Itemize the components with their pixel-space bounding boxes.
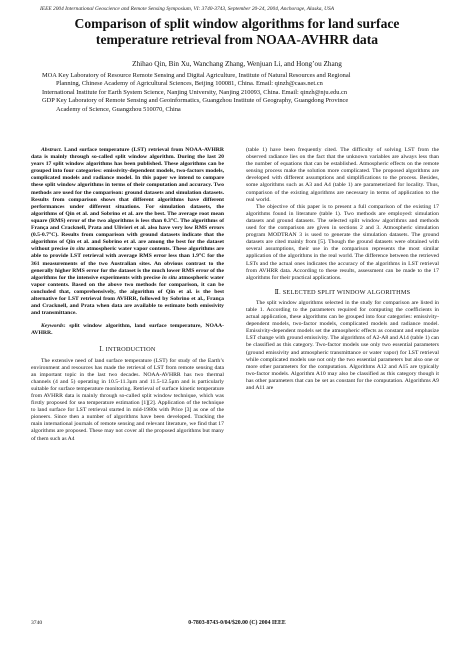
paper-title — [30, 16, 444, 48]
affiliation-block — [42, 72, 442, 114]
abstract-label: Abstract. — [41, 147, 63, 153]
paper-title-line-2: temperature retrieval from NOAA-AVHRR data — [95, 32, 379, 47]
left-column — [31, 147, 224, 443]
abstract-italic-2: in situ — [162, 274, 177, 281]
right-column — [246, 147, 439, 392]
affiliation-1 — [42, 72, 442, 89]
abstract-italic-1: in situ — [69, 246, 85, 253]
affiliation-2-first-line: International Institute for Earth System Science, Nanjing University, Nanjing 210093, China. Email: qinzh@nju.edu.cn — [42, 88, 348, 96]
page-number: 3740 — [31, 620, 43, 626]
split-window-paragraph: The split window algorithms selected in the study for comparison are listed in table 1. According to the parameters required for computing the coefficients in actual application, these algorithms can be grouped into four categories: emissivity-dependent models, two-factor models, complicated models and radiance model. Emissivity-dependent models set the atmospheric effects as constant and emphasize LST change with ground emissivity. The algorithms of A2-A8 and A14 (table 1) can be classified as this category. Two-factor models use only two essential parameters (ground emissivity and atmospheric transmittance or water vapor) for LST retrieval while complicated models use not only the two essential parameters but also one or more other parameters for the computation. Algorithms A12 and A15 are typically two-factor models. Algorithm A10 may also be classified as this category though it has other parameters that can be set as constant for the computation. Algorithms A9 and A11 are — [246, 299, 439, 391]
right-paragraph-2: The objective of this paper is to present a full comparison of the existing 17 algorithms found in literature (table 1). Two methods are employed: simulation datasets and ground datasets. The selected split window algorithms and methods used for the comparison are given in sections 2 and 3. Atmospheric simulation program MODTRAN 3 is used to generate the simulation datasets. The ground datasets are cited mainly from [5]. Though the ground datasets were obtained with several assumptions, their use in the comparison represents the most similar application of the algorithms in the real world. The difference between the retrieved LSTs and the actual ones indicates the accuracy of the algorithms in LST retrieval from AVHRR data. According to these results, assessment can be made to the 17 algorithms for their practical applications. — [246, 203, 439, 281]
abstract-text-1: Land surface temperature (LST) retrieval from NOAA-AVHRR data is mainly through so-called split window algorithm. During the last 20 years 17 split window algorithms has been published. These algorithms can be grouped into four categories: emissivity-dependent models, two-factors models, complicated models and radiance model. In this paper we intend to compare these split window algorithms in terms of their computation and accuracy. Two methods are used for the comparison: ground datasets and simulation datasets. Results from comparison shows that different algorithms have different performances under different situations. For simulation datasets, the algorithms of Qin et al. and Sobrino et al. are the best. The average root mean square (RMS) error of the two algorithms is less than 0.3°C. The algorithms of França and Cracknell, Prata and Ulivieri et al. also have very low RMS errors (0.5-0.7°C). Results from comparison with ground datasets indicate that the algorithms of Qin et al. and Sobrino et al. are among the best for the dataset without precise — [31, 147, 224, 253]
abstract-paragraph — [31, 147, 224, 317]
introduction-paragraph: The extensive need of land surface temperature (LST) for study of the Earth’s environment and resources has made the retrieval of LST from remote sensing data an important topic in the last two decades. NOAA-AVHRR has two thermal channels (4 and 5) operating in 10.5-11.3μm and 11.5-12.5μm and is particularly suitable for surface temperature monitoring. Retrieval of surface kinetic temperature from AVHRR data is mainly through so-called split window technique, which was firstly proposed for sea temperature estimation [1][2]. Application of the technique to land surface for LST retrieval started in mid-1980s with Price [3] as one of the pioneers. Since then a number of algorithms have been developed. Tracking the main international journals of remote sensing and relevant literature, we find that 17 algorithms are proposed. These may not cover all the proposed algorithms but many of them such as A4 — [31, 357, 224, 442]
paper-title-line-1: Comparison of split window algorithms for land surface — [74, 16, 400, 31]
affiliation-3-first-line: GDP Key Laboratory of Remote Sensing and Geoinformatics, Guangzhou Institute of Geography, Guangdong Province — [42, 97, 349, 105]
author-list: Zhihao Qin, Bin Xu, Wanchang Zhang, Wenjuan Li, and Hong’ou Zhang — [132, 60, 342, 68]
affiliation-3-rest: Academy of Science, Guangzhou 510070, China — [56, 105, 181, 113]
right-paragraph-1: (table 1) have been frequently cited. The difficulty of solving LST from the observed radiance lies on the fact that the unknown variables are always less than the number of equations that can be established. Atmospheric effects on the remote sensing process make the solution more complicated. The proposed algorithms are developed with different assumptions and simplifications to the process. Besides, some algorithms such as A3 and A4 (table 1) are parameterized for locality. Thus, comparison of the existing algorithms are necessary in terms of application to the real world. — [246, 147, 439, 203]
affiliation-1-rest: Planning, Chinese Academy of Agricultural Sciences, Beijing 100081, China. Email: qinzh@caas.net.cn — [56, 80, 323, 88]
affiliation-2 — [42, 89, 442, 97]
affiliation-3 — [42, 97, 442, 114]
keywords-label: Keywords — [41, 323, 64, 330]
copyright-line: 0-7803-8743-0/04/$20.00 (C) 2004 IEEE — [188, 620, 286, 626]
conference-header: IEEE 2004 International Geoscience and Remote Sensing Symposium, VI: 3740-3743, September 20-24, 2004, Anchorage, Alaska, USA — [40, 6, 334, 12]
abstract-text-2: atmospheric water vapor contents. These algorithms are able to provide LST retrieval with average RMS error less than 1.9°C for the 361 measurements of the two Australian sites. An obvious contrast to the generally higher RMS error for the dataset is the much lower RMS error of the algorithms for the intensive experiments with precise — [31, 246, 224, 281]
abstract-text-3: atmospheric water vapor contents. Based on the above two methods for comparison, it can be concluded that, comprehensively, the algorithm of Qin et al. is the best alternative for LST retrieval from AVHRR, followed by Sobrino et al., França and Cracknell, and Prata when data are available to estimate both emissivity and transmittance. — [31, 274, 225, 317]
keywords-text: : split window algorithm, land surface temperature, NOAA-AVHRR. — [31, 323, 224, 337]
introduction-heading: Ⅰ. INTRODUCTION — [99, 346, 156, 354]
affiliation-1-first-line: MOA Key Laboratory of Resource Remote Sensing and Digital Agriculture, Institute of Natural Resources and Regional — [42, 72, 351, 79]
split-window-heading: Ⅱ. SELECTED SPLIT WINDOW ALGORITHMS — [274, 288, 411, 296]
keywords-paragraph — [31, 323, 224, 337]
